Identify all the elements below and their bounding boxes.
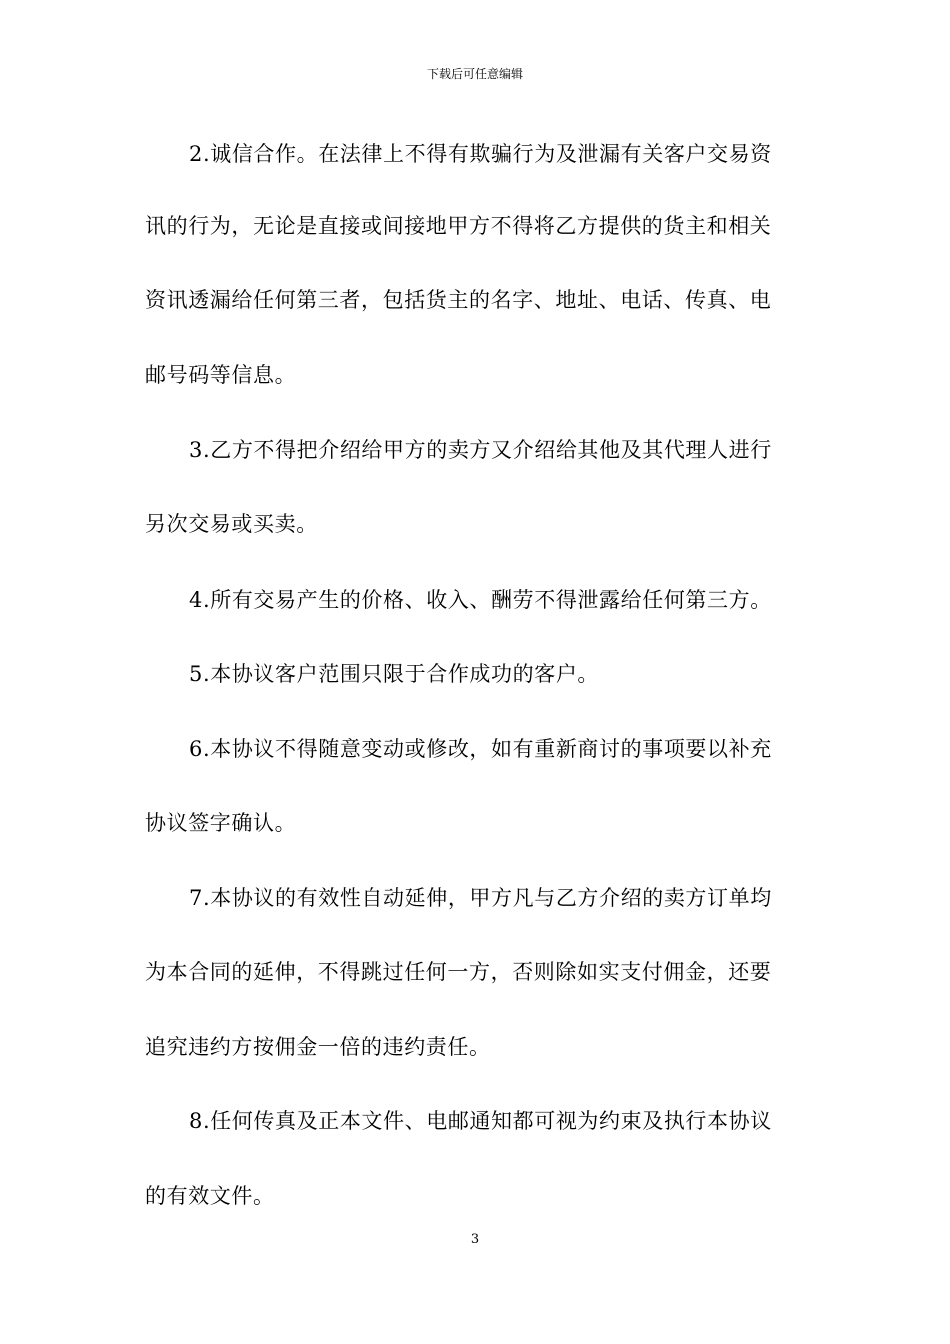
paragraph-line: 3.乙方不得把介绍给甲方的卖方又介绍给其他及其代理人进行 <box>189 438 772 462</box>
paragraph-line: 2.诚信合作。在法律上不得有欺骗行为及泄漏有关客户交易资 <box>189 142 772 166</box>
paragraph-line: 的有效文件。 <box>145 1184 275 1208</box>
paragraph-line: 为本合同的延伸，不得跳过任何一方，否则除如实支付佣金，还要 <box>145 960 772 984</box>
paragraph-line: 6.本协议不得随意变动或修改，如有重新商讨的事项要以补充 <box>189 737 772 761</box>
paragraph-line: 7.本协议的有效性自动延伸，甲方凡与乙方介绍的卖方订单均 <box>189 886 772 910</box>
page-number: 3 <box>470 1232 480 1247</box>
paragraph-line: 追究违约方按佣金一倍的违约责任。 <box>145 1035 491 1059</box>
paragraph-line: 邮号码等信息。 <box>145 363 297 387</box>
paragraph-line: 协议签字确认。 <box>145 811 297 835</box>
paragraph-line: 另次交易或买卖。 <box>145 512 318 536</box>
paragraph-line: 资讯透漏给任何第三者，包括货主的名字、地址、电话、传真、电 <box>145 288 772 312</box>
paragraph-line: 4.所有交易产生的价格、收入、酬劳不得泄露给任何第三方。 <box>189 588 772 612</box>
paragraph-line: 讯的行为，无论是直接或间接地甲方不得将乙方提供的货主和相关 <box>145 214 772 238</box>
paragraph-line: 8.任何传真及正本文件、电邮通知都可视为约束及执行本协议 <box>189 1109 772 1133</box>
page-header: 下载后可任意编辑 <box>426 67 523 81</box>
paragraph-line: 5.本协议客户范围只限于合作成功的客户。 <box>189 662 600 686</box>
